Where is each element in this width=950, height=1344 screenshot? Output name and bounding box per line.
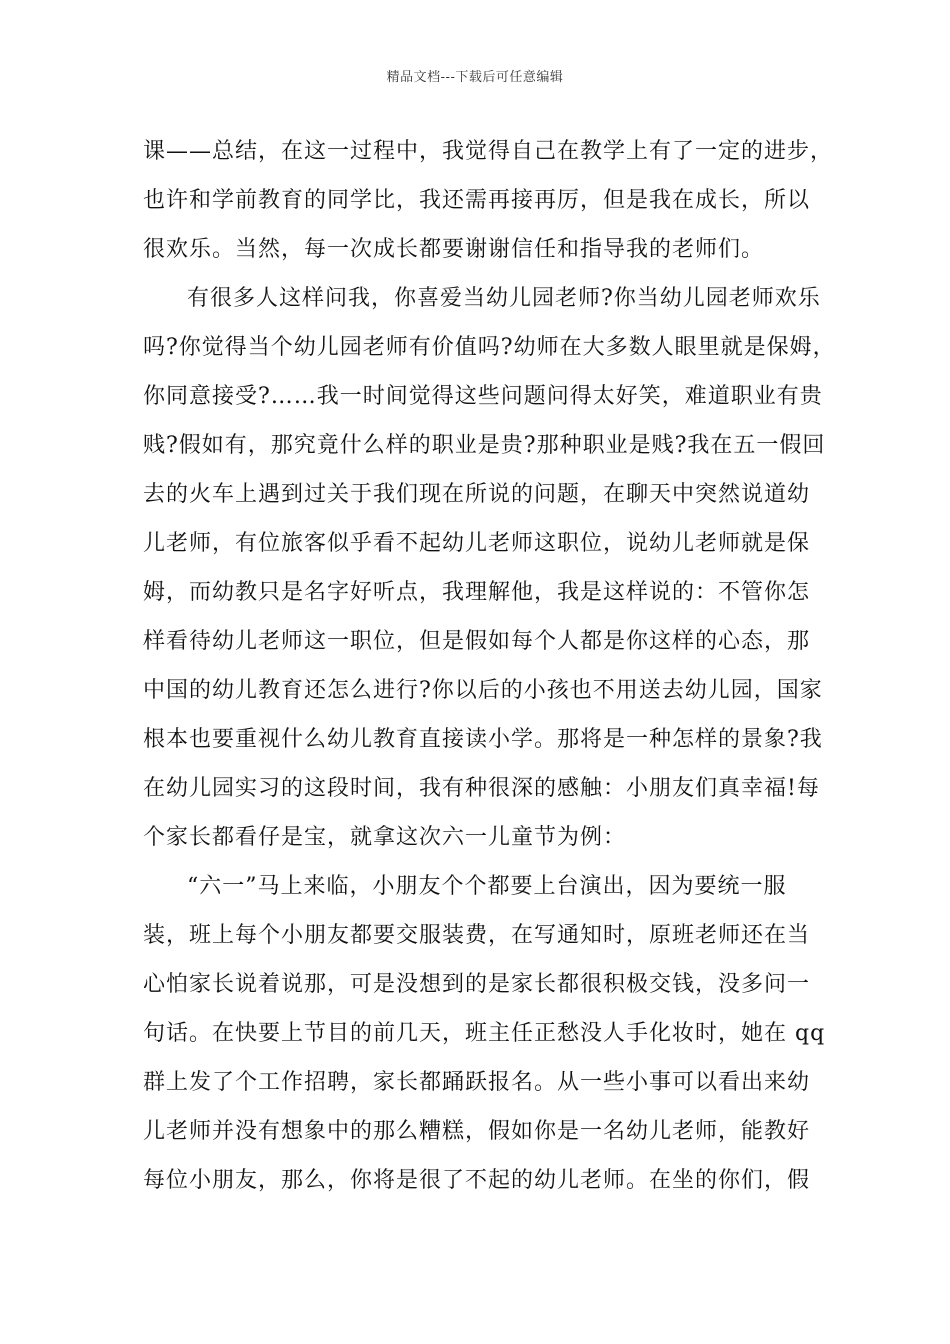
text-line: 去的火车上遇到过关于我们现在所说的问题，在聊天中突然说道幼 xyxy=(143,482,811,507)
text-line: 装，班上每个小朋友都要交服装费，在写通知时，原班老师还在当 xyxy=(143,923,811,948)
text-line: 每位小朋友，那么，你将是很了不起的幼儿老师。在坐的你们，假 xyxy=(143,1168,811,1193)
text-line: 你同意接受?……我一时间觉得这些问题问得太好笑，难道职业有贵 xyxy=(143,384,823,409)
document-body xyxy=(143,130,836,1208)
page-header: 精品文档---下载后可任意编辑 xyxy=(386,70,564,85)
text-line: 根本也要重视什么幼儿教育直接读小学。那将是一种怎样的景象?我 xyxy=(143,727,823,752)
text-line: 也许和学前教育的同学比，我还需再接再厉，但是我在成长，所以 xyxy=(143,188,811,213)
text-line: 心怕家长说着说那，可是没想到的是家长都很积极交钱，没多问一 xyxy=(143,972,811,997)
text-line: 句话。在快要上节目的前几天，班主任正愁没人手化妆时，她在 qq xyxy=(143,1021,826,1046)
text-line: 个家长都看仔是宝，就拿这次六一儿童节为例： xyxy=(143,825,627,850)
text-line: 中国的幼儿教育还怎么进行?你以后的小孩也不用送去幼儿园，国家 xyxy=(143,678,823,703)
text-line: 有很多人这样问我，你喜爱当幼儿园老师?你当幼儿园老师欢乐 xyxy=(187,286,821,311)
text-line: 很欢乐。当然，每一次成长都要谢谢信任和指导我的老师们。 xyxy=(143,237,765,262)
text-line: 儿老师，有位旅客似乎看不起幼儿老师这职位，说幼儿老师就是保 xyxy=(143,531,811,556)
text-line: 群上发了个工作招聘，家长都踊跃报名。从一些小事可以看出来幼 xyxy=(143,1070,811,1095)
text-line: 课——总结，在这一过程中，我觉得自己在教学上有了一定的进步， xyxy=(143,139,834,164)
text-line: 姆，而幼教只是名字好听点，我理解他，我是这样说的：不管你怎 xyxy=(143,580,811,605)
text-line: 样看待幼儿老师这一职位，但是假如每个人都是你这样的心态，那 xyxy=(143,629,811,654)
text-line: 儿老师并没有想象中的那么糟糕，假如你是一名幼儿老师，能教好 xyxy=(143,1119,811,1144)
text-line: 吗?你觉得当个幼儿园老师有价值吗?幼师在大多数人眼里就是保姆， xyxy=(143,335,836,360)
text-line: 在幼儿园实习的这段时间，我有种很深的感触：小朋友们真幸福!每 xyxy=(143,776,820,801)
text-line: “六一”马上来临，小朋友个个都要上台演出，因为要统一服 xyxy=(187,874,787,899)
text-line: 贱?假如有，那究竟什么样的职业是贵?那种职业是贱?我在五一假回 xyxy=(143,433,826,458)
